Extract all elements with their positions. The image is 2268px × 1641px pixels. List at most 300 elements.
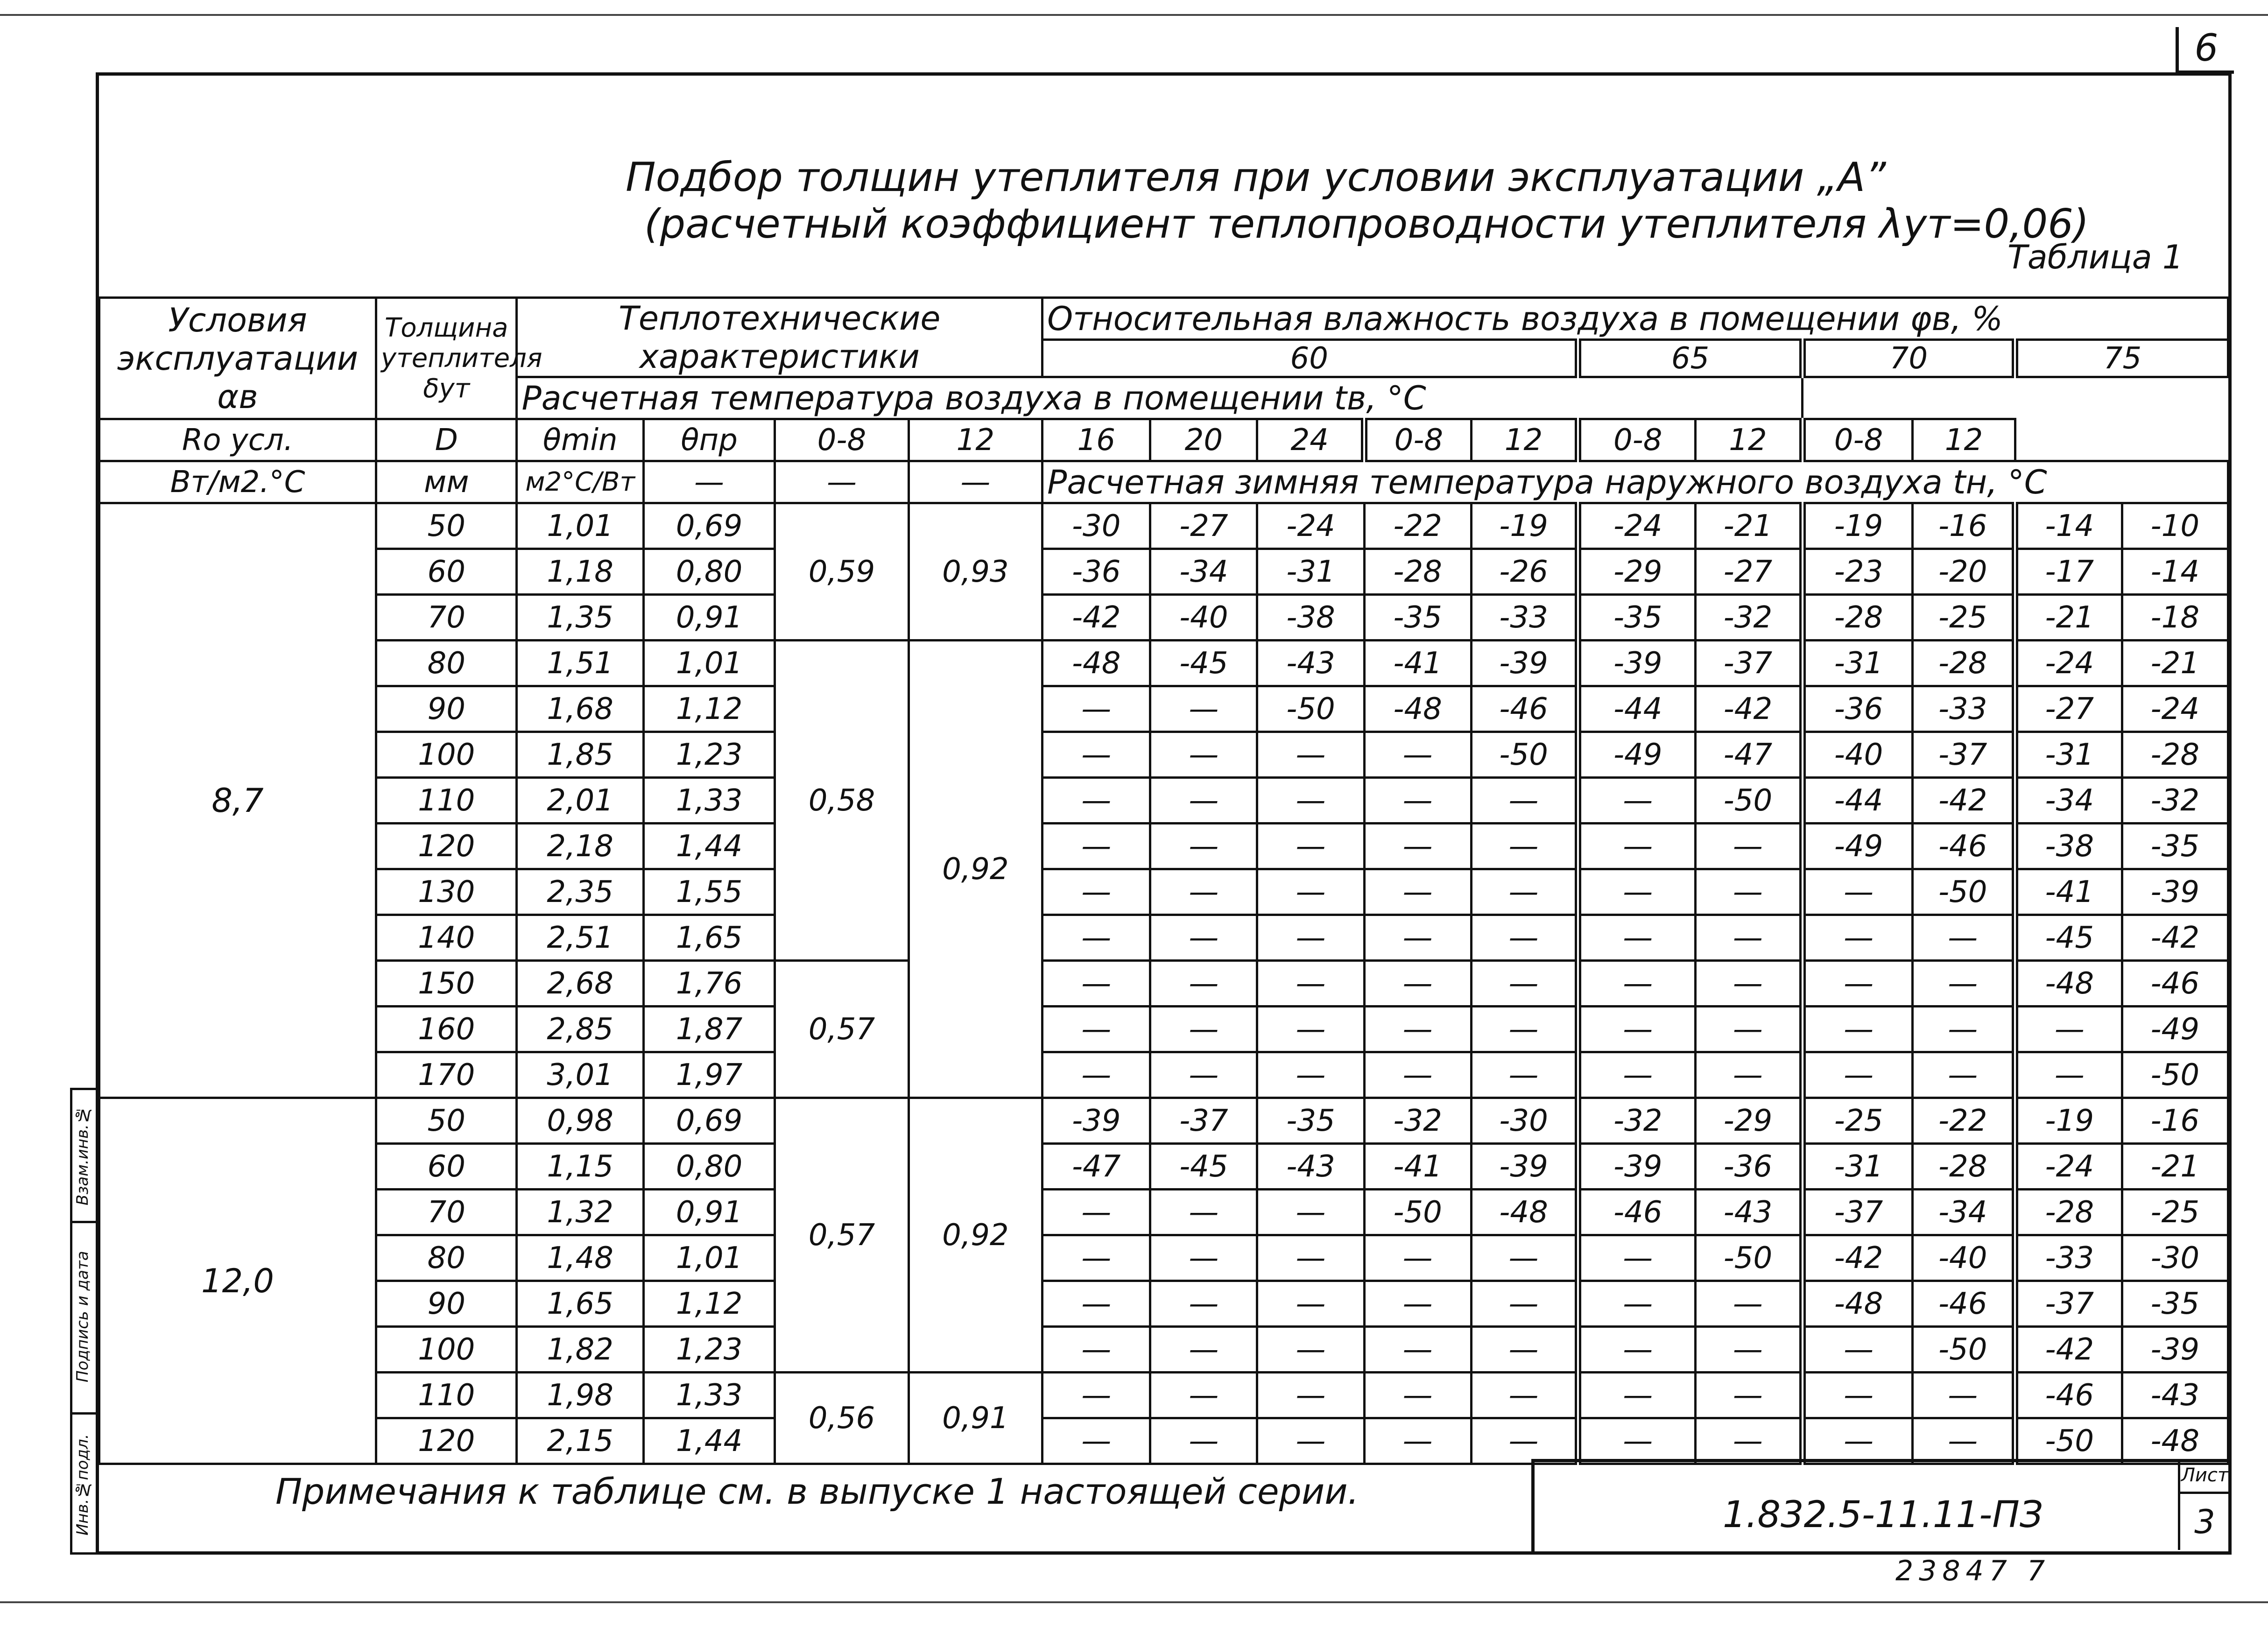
header-temp-col: 0-8 — [1364, 419, 1471, 461]
outdoor-temp-value: -32 — [1696, 595, 1803, 641]
outdoor-temp-value: -24 — [2015, 641, 2122, 686]
theta-min-value: 0,58 — [775, 641, 909, 961]
d-value: 0,69 — [643, 503, 775, 549]
outdoor-temp-value: -28 — [1913, 641, 2015, 686]
table-row — [99, 641, 2228, 686]
outdoor-temp-value: -28 — [1364, 549, 1471, 595]
outdoor-temp-value: — — [1042, 732, 1150, 778]
outdoor-temp-value: -10 — [2122, 503, 2228, 549]
outdoor-temp-value: -21 — [2122, 641, 2228, 686]
thickness-value: 110 — [376, 1373, 517, 1418]
outdoor-temp-value: — — [1803, 1052, 1913, 1098]
d-value: 1,44 — [643, 1418, 775, 1464]
outdoor-temp-value: -43 — [1257, 1144, 1364, 1190]
outdoor-temp-value: -49 — [1578, 732, 1695, 778]
d-value: 1,44 — [643, 824, 775, 869]
outdoor-temp-value: — — [1150, 824, 1257, 869]
outdoor-temp-value: — — [1257, 1418, 1364, 1464]
outdoor-temp-value: — — [1471, 1007, 1578, 1052]
table-row — [99, 503, 2228, 549]
r0-value: 1,68 — [517, 686, 643, 732]
r0-value: 2,01 — [517, 778, 643, 824]
header-temp-col: 12 — [1913, 419, 2015, 461]
outdoor-temp-value: -37 — [1150, 1098, 1257, 1144]
outdoor-temp-value: -34 — [1150, 549, 1257, 595]
outdoor-temp-value: — — [1471, 1327, 1578, 1373]
outdoor-temp-value: — — [1913, 1007, 2015, 1052]
outdoor-temp-value: -47 — [1042, 1144, 1150, 1190]
table-row — [99, 1281, 2228, 1327]
outdoor-temp-value: — — [1578, 1235, 1695, 1281]
header-outdoor-temp: Расчетная зимняя температура наружного воздуха tн, °С — [1042, 461, 2228, 503]
outdoor-temp-value: — — [1471, 961, 1578, 1007]
outdoor-temp-value: -32 — [2122, 778, 2228, 824]
outdoor-temp-value: — — [1696, 1281, 1803, 1327]
header-conditions: Условия эксплуатации αв — [99, 298, 376, 419]
outdoor-temp-value: — — [1042, 1281, 1150, 1327]
outdoor-temp-value: — — [1696, 1007, 1803, 1052]
outdoor-temp-value: — — [1257, 1281, 1364, 1327]
outdoor-temp-value: — — [1042, 1418, 1150, 1464]
outdoor-temp-value: — — [1150, 1235, 1257, 1281]
table-row — [99, 549, 2228, 595]
outdoor-temp-value: -29 — [1578, 549, 1695, 595]
outdoor-temp-value: -18 — [2122, 595, 2228, 641]
d-value: 1,55 — [643, 869, 775, 915]
outdoor-temp-value: -41 — [1364, 641, 1471, 686]
outdoor-temp-value: -31 — [2015, 732, 2122, 778]
outdoor-temp-value: -29 — [1696, 1098, 1803, 1144]
table-row — [99, 1190, 2228, 1235]
outdoor-temp-value: -48 — [2122, 1418, 2228, 1464]
header-temp-col: 12 — [909, 419, 1042, 461]
document-subtitle: (расчетный коэффициент теплопроводности утеплителя λут=0,06) — [644, 201, 2089, 247]
outdoor-temp-value: — — [1257, 961, 1364, 1007]
outdoor-temp-value: — — [1257, 1052, 1364, 1098]
outdoor-temp-value: -35 — [1364, 595, 1471, 641]
outdoor-temp-value: — — [1364, 1418, 1471, 1464]
outdoor-temp-value: -35 — [2122, 824, 2228, 869]
outdoor-temp-value: -33 — [1913, 686, 2015, 732]
alpha-value: 12,0 — [99, 1098, 376, 1464]
outdoor-temp-value: -49 — [2122, 1007, 2228, 1052]
r0-value: 1,82 — [517, 1327, 643, 1373]
outdoor-temp-value: — — [1696, 1327, 1803, 1373]
outdoor-temp-value: — — [1042, 961, 1150, 1007]
outdoor-temp-value: -46 — [1913, 824, 2015, 869]
table-row — [99, 824, 2228, 869]
outdoor-temp-value: -50 — [1471, 732, 1578, 778]
outdoor-temp-value: -28 — [1913, 1144, 2015, 1190]
thickness-value: 160 — [376, 1007, 517, 1052]
header-temp-col: 16 — [1042, 419, 1150, 461]
outdoor-temp-value: -36 — [1696, 1144, 1803, 1190]
unit-thickness: мм — [376, 461, 517, 503]
outdoor-temp-value: — — [1257, 1235, 1364, 1281]
document-title: Подбор толщин утеплителя при условии эксплуатации „А” — [626, 154, 1886, 201]
outdoor-temp-value: -50 — [1696, 778, 1803, 824]
outdoor-temp-value: — — [1364, 732, 1471, 778]
header-theta-pr: θпр — [643, 419, 775, 461]
thickness-value: 130 — [376, 869, 517, 915]
theta-min-value: 0,59 — [775, 503, 909, 641]
outdoor-temp-value: -42 — [1803, 1235, 1913, 1281]
outdoor-temp-value: -31 — [1257, 549, 1364, 595]
outdoor-temp-value: -21 — [2122, 1144, 2228, 1190]
outdoor-temp-value: -27 — [1696, 549, 1803, 595]
outdoor-temp-value: -16 — [2122, 1098, 2228, 1144]
outdoor-temp-value: — — [1150, 961, 1257, 1007]
unit-theta-pr: — — [909, 461, 1042, 503]
table-row — [99, 1418, 2228, 1464]
outdoor-temp-value: -46 — [1471, 686, 1578, 732]
sheet-label: Лист — [2178, 1461, 2229, 1494]
outdoor-temp-value: -48 — [1803, 1281, 1913, 1327]
outdoor-temp-value: -30 — [1471, 1098, 1578, 1144]
outdoor-temp-value: -32 — [1578, 1098, 1695, 1144]
table-row — [99, 686, 2228, 732]
outdoor-temp-value: -37 — [2015, 1281, 2122, 1327]
outdoor-temp-value: — — [1364, 1281, 1471, 1327]
table-row — [99, 732, 2228, 778]
header-thermo: Теплотехнические характеристики — [517, 298, 1042, 377]
table-row — [99, 1373, 2228, 1418]
outdoor-temp-value: — — [1803, 869, 1913, 915]
table-row — [99, 869, 2228, 915]
r0-value: 2,68 — [517, 961, 643, 1007]
document-number: 1.832.5-11.11-ПЗ — [1723, 1494, 2043, 1536]
outdoor-temp-value: -39 — [1471, 1144, 1578, 1190]
outdoor-temp-value: — — [1042, 1235, 1150, 1281]
outdoor-temp-value: — — [1471, 778, 1578, 824]
outdoor-temp-value: — — [1042, 869, 1150, 915]
table-row — [99, 778, 2228, 824]
d-value: 1,87 — [643, 1007, 775, 1052]
outdoor-temp-value: -50 — [1696, 1235, 1803, 1281]
unit-conditions: Вт/м2.°С — [99, 461, 376, 503]
outdoor-temp-value: — — [1042, 1052, 1150, 1098]
outdoor-temp-value: -50 — [1257, 686, 1364, 732]
r0-value: 1,65 — [517, 1281, 643, 1327]
outdoor-temp-value: — — [1150, 732, 1257, 778]
d-value: 1,23 — [643, 1327, 775, 1373]
outdoor-temp-value: — — [1364, 1373, 1471, 1418]
outdoor-temp-value: -14 — [2015, 503, 2122, 549]
outdoor-temp-value: — — [1696, 1373, 1803, 1418]
archive-number: 23847 7 — [1895, 1555, 2051, 1587]
outdoor-temp-value: -50 — [2122, 1052, 2228, 1098]
outdoor-temp-value: — — [1578, 915, 1695, 961]
outdoor-temp-value: — — [1803, 961, 1913, 1007]
r0-value: 1,51 — [517, 641, 643, 686]
table-row — [99, 1098, 2228, 1144]
outdoor-temp-value: -14 — [2122, 549, 2228, 595]
d-value: 1,12 — [643, 1281, 775, 1327]
outdoor-temp-value: — — [1042, 1373, 1150, 1418]
side-label-replace: Взам.инв.№ — [73, 1106, 92, 1205]
outdoor-temp-value: -24 — [1578, 503, 1695, 549]
outdoor-temp-value: -40 — [1803, 732, 1913, 778]
outdoor-temp-value: -25 — [1803, 1098, 1913, 1144]
d-value: 1,23 — [643, 732, 775, 778]
outdoor-temp-value: — — [1257, 1190, 1364, 1235]
outdoor-temp-value: — — [1696, 1052, 1803, 1098]
outdoor-temp-value: -28 — [1803, 595, 1913, 641]
outdoor-temp-value: -46 — [1578, 1190, 1695, 1235]
outdoor-temp-value: — — [1578, 1327, 1695, 1373]
theta-min-value: 0,56 — [775, 1373, 909, 1464]
thickness-value: 100 — [376, 1327, 517, 1373]
outdoor-temp-value: -40 — [1913, 1235, 2015, 1281]
r0-value: 3,01 — [517, 1052, 643, 1098]
thickness-value: 70 — [376, 1190, 517, 1235]
outdoor-temp-value: — — [1578, 1052, 1695, 1098]
thickness-value: 60 — [376, 1144, 517, 1190]
header-humidity-70: 70 — [1803, 340, 2015, 377]
outdoor-temp-value: — — [1042, 1327, 1150, 1373]
outdoor-temp-value: -30 — [2122, 1235, 2228, 1281]
outdoor-temp-value: — — [1257, 824, 1364, 869]
outdoor-temp-value: -19 — [1803, 503, 1913, 549]
outdoor-temp-value: — — [1257, 732, 1364, 778]
outdoor-temp-value: -35 — [1578, 595, 1695, 641]
outdoor-temp-value: -24 — [2122, 686, 2228, 732]
outdoor-temp-value: -36 — [1042, 549, 1150, 595]
outdoor-temp-value: — — [1257, 1007, 1364, 1052]
table-label: Таблица 1 — [2007, 238, 2183, 276]
outdoor-temp-value: -19 — [1471, 503, 1578, 549]
header-humidity-65: 65 — [1578, 340, 1802, 377]
outdoor-temp-value: -35 — [1257, 1098, 1364, 1144]
thickness-value: 120 — [376, 1418, 517, 1464]
side-divider — [72, 1221, 97, 1223]
outdoor-temp-value: -45 — [2015, 915, 2122, 961]
thickness-value: 90 — [376, 686, 517, 732]
outdoor-temp-value: — — [1578, 1281, 1695, 1327]
d-value: 1,65 — [643, 915, 775, 961]
theta-pr-value: 0,92 — [909, 641, 1042, 1098]
outdoor-temp-value: -28 — [2015, 1190, 2122, 1235]
alpha-value: 8,7 — [99, 503, 376, 1098]
outdoor-temp-value: -22 — [1364, 503, 1471, 549]
table-row — [99, 1327, 2228, 1373]
outdoor-temp-value: — — [1471, 1418, 1578, 1464]
outdoor-temp-value: — — [1696, 915, 1803, 961]
outdoor-temp-value: — — [1578, 1418, 1695, 1464]
thickness-value: 140 — [376, 915, 517, 961]
outdoor-temp-value: — — [1696, 961, 1803, 1007]
outdoor-temp-value: — — [1364, 961, 1471, 1007]
outdoor-temp-value: -24 — [2015, 1144, 2122, 1190]
unit-theta-min: — — [775, 461, 909, 503]
outdoor-temp-value: -37 — [1913, 732, 2015, 778]
outdoor-temp-value: -39 — [1471, 641, 1578, 686]
outdoor-temp-value: — — [1042, 1190, 1150, 1235]
outdoor-temp-value: -46 — [1913, 1281, 2015, 1327]
outdoor-temp-value: -47 — [1696, 732, 1803, 778]
outdoor-temp-value: -24 — [1257, 503, 1364, 549]
outdoor-temp-value: — — [1364, 778, 1471, 824]
header-theta-min: θmin — [517, 419, 643, 461]
thickness-value: 50 — [376, 503, 517, 549]
thickness-value: 170 — [376, 1052, 517, 1098]
table-row — [99, 961, 2228, 1007]
outdoor-temp-value: — — [1913, 1373, 2015, 1418]
outdoor-temp-value: — — [1578, 1007, 1695, 1052]
r0-value: 2,15 — [517, 1418, 643, 1464]
outdoor-temp-value: -38 — [2015, 824, 2122, 869]
outdoor-temp-value: — — [1471, 869, 1578, 915]
outdoor-temp-value: — — [1042, 686, 1150, 732]
outdoor-temp-value: — — [1364, 915, 1471, 961]
outdoor-temp-value: — — [1471, 915, 1578, 961]
outdoor-temp-value: -38 — [1257, 595, 1364, 641]
outdoor-temp-value: -43 — [1257, 641, 1364, 686]
outdoor-temp-value: -46 — [2015, 1373, 2122, 1418]
outdoor-temp-value: — — [1803, 1418, 1913, 1464]
outdoor-temp-value: -40 — [1150, 595, 1257, 641]
thickness-value: 50 — [376, 1098, 517, 1144]
table-row — [99, 595, 2228, 641]
outdoor-temp-value: — — [1364, 869, 1471, 915]
outdoor-temp-value: — — [1578, 824, 1695, 869]
thickness-value: 80 — [376, 1235, 517, 1281]
header-thickness: Толщина утеплителя δут — [376, 298, 517, 419]
outdoor-temp-value: -42 — [1696, 686, 1803, 732]
outdoor-temp-value: — — [1471, 824, 1578, 869]
outdoor-temp-value: -16 — [1913, 503, 2015, 549]
outdoor-temp-value: -23 — [1803, 549, 1913, 595]
outdoor-temp-value: -50 — [1913, 869, 2015, 915]
header-temp-col: 20 — [1150, 419, 1257, 461]
header-temp-col: 0-8 — [1803, 419, 1913, 461]
d-value: 1,01 — [643, 1235, 775, 1281]
outdoor-temp-value: — — [1364, 1052, 1471, 1098]
outdoor-temp-value: -50 — [1364, 1190, 1471, 1235]
sheet-top-edge — [0, 14, 2268, 16]
page-number: 6 — [2176, 27, 2234, 74]
outdoor-temp-value: — — [1257, 1327, 1364, 1373]
d-value: 0,80 — [643, 549, 775, 595]
outdoor-temp-value: -28 — [2122, 732, 2228, 778]
outdoor-temp-value: -35 — [2122, 1281, 2228, 1327]
outdoor-temp-value: -31 — [1803, 1144, 1913, 1190]
r0-value: 0,98 — [517, 1098, 643, 1144]
outdoor-temp-value: -48 — [1364, 686, 1471, 732]
outdoor-temp-value: -27 — [1150, 503, 1257, 549]
table-row — [99, 1235, 2228, 1281]
outdoor-temp-value: — — [1042, 778, 1150, 824]
header-d: D — [376, 419, 517, 461]
outdoor-temp-value: -46 — [2122, 961, 2228, 1007]
outdoor-temp-value: — — [1042, 824, 1150, 869]
outdoor-temp-value: — — [1364, 1235, 1471, 1281]
outdoor-temp-value: — — [1578, 869, 1695, 915]
header-temp-col: 0-8 — [775, 419, 909, 461]
d-value: 0,91 — [643, 1190, 775, 1235]
outdoor-temp-value: — — [1471, 1281, 1578, 1327]
header-room-temp: Расчетная температура воздуха в помещении tв, °С — [517, 377, 1803, 419]
d-value: 1,01 — [643, 641, 775, 686]
outdoor-temp-value: — — [1803, 915, 1913, 961]
outdoor-temp-value: — — [1364, 1007, 1471, 1052]
outdoor-temp-value: — — [1578, 1373, 1695, 1418]
header-humidity: Относительная влажность воздуха в помещении φв, % — [1042, 298, 2228, 340]
outdoor-temp-value: — — [1150, 1327, 1257, 1373]
outdoor-temp-value: — — [1257, 869, 1364, 915]
header-temp-col: 12 — [1471, 419, 1578, 461]
outdoor-temp-value: -42 — [1913, 778, 2015, 824]
r0-value: 1,15 — [517, 1144, 643, 1190]
outdoor-temp-value: -39 — [1578, 1144, 1695, 1190]
outdoor-temp-value: — — [1042, 915, 1150, 961]
table-row — [99, 915, 2228, 961]
outdoor-temp-value: — — [1696, 824, 1803, 869]
header-temp-col: 12 — [1696, 419, 1803, 461]
outdoor-temp-value: — — [1696, 1418, 1803, 1464]
outdoor-temp-value: — — [1803, 1007, 1913, 1052]
insulation-thickness-table — [98, 296, 2229, 1470]
outdoor-temp-value: -30 — [1042, 503, 1150, 549]
header-humidity-60: 60 — [1042, 340, 1578, 377]
table-note: Примечания к таблице см. в выпуске 1 настоящей серии. — [275, 1471, 1359, 1512]
outdoor-temp-value: -33 — [1471, 595, 1578, 641]
thickness-value: 110 — [376, 778, 517, 824]
side-divider — [72, 1412, 97, 1415]
outdoor-temp-value: -19 — [2015, 1098, 2122, 1144]
r0-value: 2,35 — [517, 869, 643, 915]
outdoor-temp-value: — — [1913, 961, 2015, 1007]
theta-min-value: 0,57 — [775, 1098, 909, 1373]
outdoor-temp-value: — — [1150, 686, 1257, 732]
outdoor-temp-value: -37 — [1696, 641, 1803, 686]
outdoor-temp-value: -43 — [2122, 1373, 2228, 1418]
outdoor-temp-value: -39 — [1042, 1098, 1150, 1144]
side-label-inv: Инв.№подл. — [73, 1434, 92, 1535]
d-value: 1,76 — [643, 961, 775, 1007]
outdoor-temp-value: -45 — [1150, 641, 1257, 686]
r0-value: 1,18 — [517, 549, 643, 595]
thickness-value: 60 — [376, 549, 517, 595]
outdoor-temp-value: -41 — [1364, 1144, 1471, 1190]
outdoor-temp-value: -39 — [2122, 1327, 2228, 1373]
theta-min-value: 0,57 — [775, 961, 909, 1098]
outdoor-temp-value: -36 — [1803, 686, 1913, 732]
side-stamp-strip — [70, 1088, 99, 1555]
table-header — [99, 298, 2228, 503]
outdoor-temp-value: -49 — [1803, 824, 1913, 869]
side-label-sign: Подпись и дата — [73, 1251, 92, 1382]
outdoor-temp-value: — — [1803, 1373, 1913, 1418]
unit-d: — — [643, 461, 775, 503]
outdoor-temp-value: -43 — [1696, 1190, 1803, 1235]
outdoor-temp-value: -42 — [2122, 915, 2228, 961]
table-body — [99, 503, 2228, 1470]
outdoor-temp-value: -34 — [2015, 778, 2122, 824]
sheet-bottom-edge — [0, 1601, 2268, 1603]
outdoor-temp-value: — — [1364, 1327, 1471, 1373]
outdoor-temp-value: — — [1578, 961, 1695, 1007]
outdoor-temp-value: -50 — [2015, 1418, 2122, 1464]
outdoor-temp-value: — — [1150, 1373, 1257, 1418]
outdoor-temp-value: — — [1803, 1327, 1913, 1373]
outdoor-temp-value: — — [1150, 915, 1257, 961]
outdoor-temp-value: -45 — [1150, 1144, 1257, 1190]
outdoor-temp-value: — — [1471, 1235, 1578, 1281]
outdoor-temp-value: -48 — [1042, 641, 1150, 686]
r0-value: 1,01 — [517, 503, 643, 549]
outdoor-temp-value: — — [1150, 778, 1257, 824]
